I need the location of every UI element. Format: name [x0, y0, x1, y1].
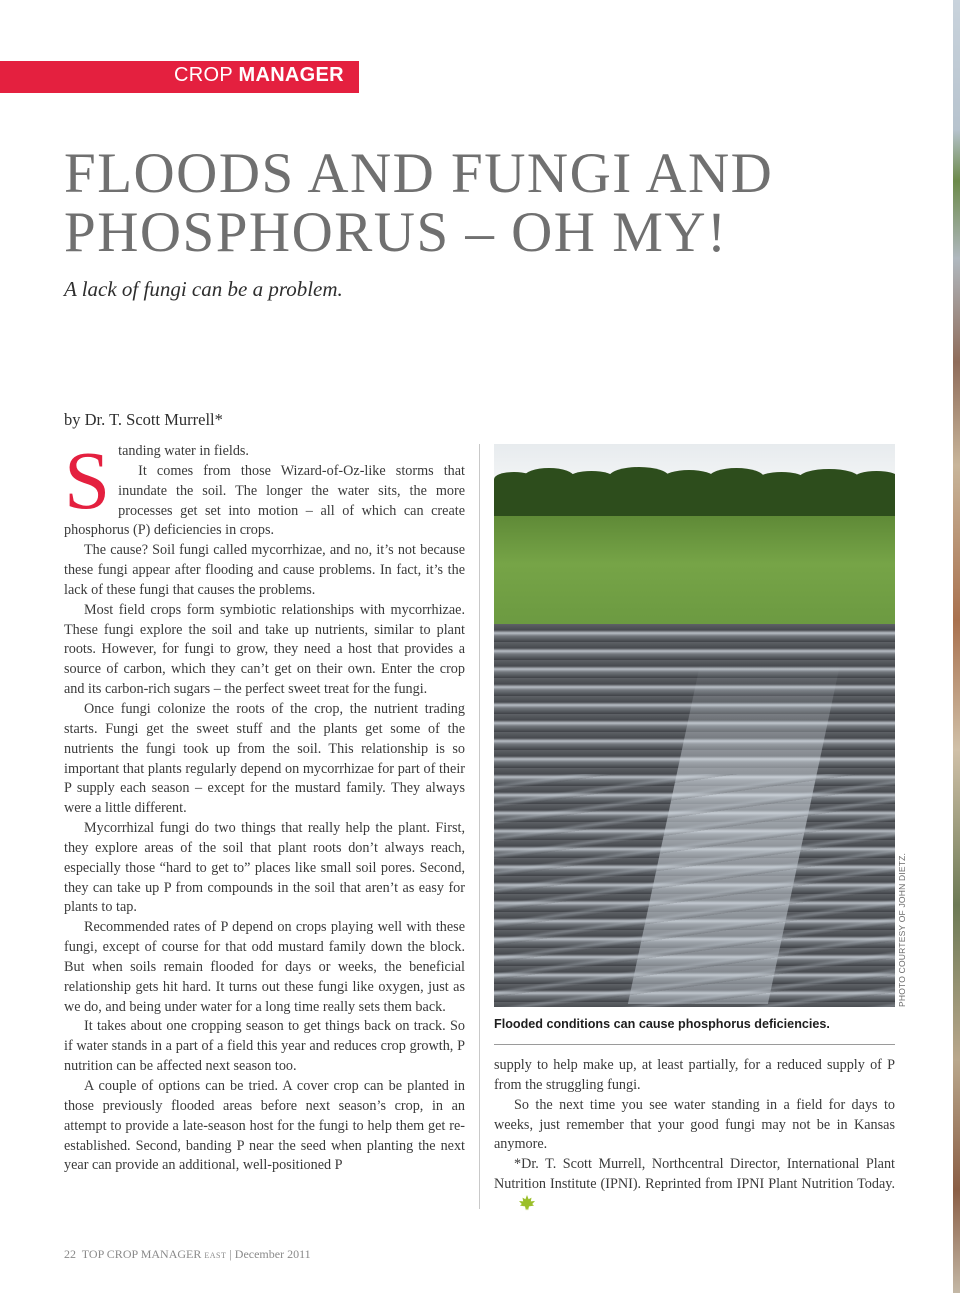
- column-divider: [479, 444, 480, 1209]
- magazine-name: TOP CROP MANAGER: [81, 1247, 202, 1261]
- headline-line-1: FLOODS AND FUNGI AND: [64, 142, 774, 205]
- section-label: CROP MANAGER: [174, 64, 344, 86]
- article-byline: by Dr. T. Scott Murrell*: [64, 410, 223, 429]
- page-number: 22: [64, 1247, 76, 1261]
- flooded-field-photo: [494, 444, 895, 1007]
- body-paragraph: tanding water in fields.: [118, 443, 249, 459]
- body-paragraph: Most field crops form symbiotic relationships with mycorrhizae. These fungi explore the soil and take up nutrients, similar to plant roots. However, for fungi to grow, they need a host that provides a source of carbon, which they can’t get on their own. Enter the crop and its carbon-rich sugars – the perfect sweet treat for the fungi.: [64, 601, 465, 698]
- headline-line-2: PHOSPHORUS – OH MY!: [64, 201, 728, 264]
- caption-rule: [494, 1044, 895, 1045]
- body-paragraph: The cause? Soil fungi called mycorrhizae, and no, it’s not because these fungi appear after flooding and cause problems. In fact, it’s the lack of these fungi that causes the problems.: [64, 542, 465, 598]
- author-note: *Dr. T. Scott Murrell, Northcentral Director, International Plant Nutrition Institute (IPNI). Reprinted from IPNI Plant Nutrition Today.: [494, 1155, 895, 1218]
- photo-caption: Flooded conditions can cause phosphorus deficiencies.: [494, 1017, 830, 1031]
- body-paragraph: Mycorrhizal fungi do two things that really help the plant. First, they explore areas of the soil that plant roots don’t always reach, especially those “hard to get to” places like small soil pores. Second, they can take up P from compounds in the soil that aren’t as easy for plants to tap.: [64, 820, 465, 916]
- body-column-left: [64, 434, 465, 1176]
- edition-label: EAST: [204, 1251, 227, 1260]
- photo-credit: PHOTO COURTESY OF JOHN DIETZ.: [897, 852, 907, 1007]
- body-paragraph: Recommended rates of P depend on crops playing well with these fungi, except of course for that odd mustard family down the block. But when soils remain flooded for days or weeks, the beneficial relationship gets hit hard. It turns out these fungi like oxygen, just as we do, and being under water for a long time really sets them back.: [64, 919, 465, 1015]
- page-footer: [64, 1247, 311, 1262]
- body-paragraph: supply to help make up, at least partially, for a reduced supply of P from the struggling fungi.: [494, 1057, 895, 1093]
- article-deck: A lack of fungi can be a problem.: [64, 277, 343, 301]
- body-column-right: [494, 1056, 895, 1218]
- body-paragraph: A couple of options can be tried. A cover crop can be planted in those previously flooded areas before next season’s crop, in an attempt to provide a late-season host for the fungi to help them get re-established. Second, banding P near the seed when planting the next year can provide an additional, well-positioned P: [64, 1078, 465, 1174]
- maple-leaf-icon: [498, 1195, 536, 1218]
- body-paragraph: It comes from those Wizard-of-Oz-like storms that inundate the soil. The longer the water sits, the more processes get set into motion – all of which can create phosphorus (P) deficiencies in crops.: [64, 462, 465, 539]
- adjacent-page-edge: [953, 0, 960, 1293]
- body-paragraph: It takes about one cropping season to get things back on track. So if water stands in a part of a field this year and reduces crop growth, P nutrition can be affected next season too.: [64, 1018, 465, 1075]
- footer-separator: |: [229, 1247, 232, 1261]
- green-crop-field: [494, 516, 895, 636]
- issue-date: December 2011: [234, 1247, 311, 1261]
- drop-cap: S: [64, 434, 111, 526]
- body-paragraph: So the next time you see water standing in a field for days to weeks, just remember that your good fungi may not be in Kansas anymore.: [494, 1096, 895, 1153]
- article-headline: [64, 144, 904, 262]
- body-paragraph: Once fungi colonize the roots of the crop, the nutrient trading starts. Fungi get the sweet stuff and the plants get some of the nutrients the fungi took up from the soil. This relationship is so important that plants regularly depend on mycorrhizae for part of their P supply each season – except for the mustard family. They always were a little different.: [64, 700, 465, 817]
- water-ripples: [494, 774, 895, 1007]
